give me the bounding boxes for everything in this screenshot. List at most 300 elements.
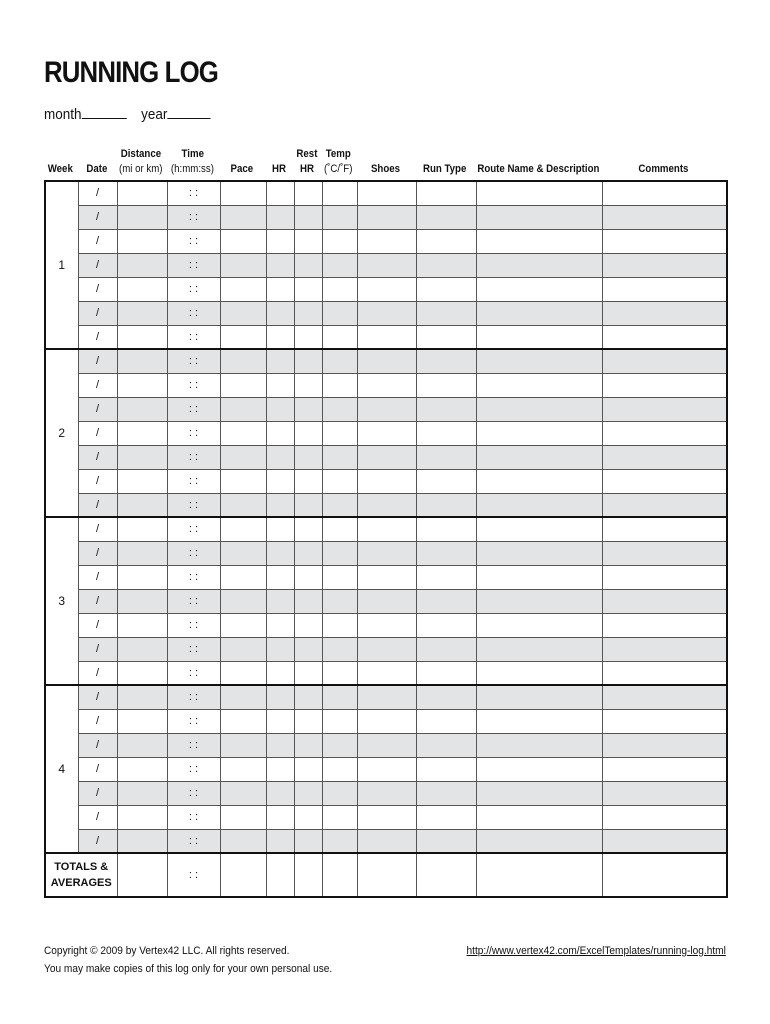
- cell-shoes[interactable]: [357, 301, 416, 325]
- cell-route[interactable]: [476, 685, 602, 709]
- cell-shoes[interactable]: [357, 229, 416, 253]
- cell-pace[interactable]: [220, 829, 266, 853]
- cell-comments[interactable]: [602, 589, 727, 613]
- cell-hr[interactable]: [266, 805, 294, 829]
- cell-comments[interactable]: [602, 733, 727, 757]
- cell-route[interactable]: [476, 397, 602, 421]
- cell-hr[interactable]: [266, 517, 294, 541]
- cell-distance[interactable]: [117, 421, 167, 445]
- cell-comments[interactable]: [602, 277, 727, 301]
- cell-time[interactable]: : :: [167, 805, 220, 829]
- cell-comments[interactable]: [602, 757, 727, 781]
- cell-pace[interactable]: [220, 397, 266, 421]
- cell-run-type[interactable]: [416, 613, 476, 637]
- totals-pace[interactable]: [220, 853, 266, 897]
- cell-temp[interactable]: [322, 757, 357, 781]
- cell-time[interactable]: : :: [167, 637, 220, 661]
- cell-comments[interactable]: [602, 661, 727, 685]
- cell-rest-hr[interactable]: [294, 637, 322, 661]
- cell-date[interactable]: /: [78, 469, 117, 493]
- cell-distance[interactable]: [117, 613, 167, 637]
- totals-shoes[interactable]: [357, 853, 416, 897]
- cell-temp[interactable]: [322, 469, 357, 493]
- cell-date[interactable]: /: [78, 661, 117, 685]
- cell-rest-hr[interactable]: [294, 757, 322, 781]
- cell-shoes[interactable]: [357, 565, 416, 589]
- cell-shoes[interactable]: [357, 373, 416, 397]
- cell-run-type[interactable]: [416, 325, 476, 349]
- cell-distance[interactable]: [117, 373, 167, 397]
- cell-distance[interactable]: [117, 805, 167, 829]
- cell-hr[interactable]: [266, 709, 294, 733]
- cell-shoes[interactable]: [357, 397, 416, 421]
- cell-route[interactable]: [476, 253, 602, 277]
- cell-comments[interactable]: [602, 829, 727, 853]
- cell-comments[interactable]: [602, 637, 727, 661]
- cell-temp[interactable]: [322, 661, 357, 685]
- cell-date[interactable]: /: [78, 733, 117, 757]
- cell-hr[interactable]: [266, 757, 294, 781]
- cell-pace[interactable]: [220, 685, 266, 709]
- cell-pace[interactable]: [220, 493, 266, 517]
- totals-run-type[interactable]: [416, 853, 476, 897]
- cell-run-type[interactable]: [416, 253, 476, 277]
- cell-rest-hr[interactable]: [294, 661, 322, 685]
- cell-temp[interactable]: [322, 445, 357, 469]
- cell-rest-hr[interactable]: [294, 349, 322, 373]
- cell-rest-hr[interactable]: [294, 445, 322, 469]
- cell-shoes[interactable]: [357, 613, 416, 637]
- totals-rest-hr[interactable]: [294, 853, 322, 897]
- cell-time[interactable]: : :: [167, 493, 220, 517]
- cell-rest-hr[interactable]: [294, 421, 322, 445]
- cell-date[interactable]: /: [78, 277, 117, 301]
- cell-shoes[interactable]: [357, 253, 416, 277]
- cell-shoes[interactable]: [357, 757, 416, 781]
- cell-hr[interactable]: [266, 301, 294, 325]
- cell-run-type[interactable]: [416, 421, 476, 445]
- cell-distance[interactable]: [117, 829, 167, 853]
- cell-date[interactable]: /: [78, 757, 117, 781]
- cell-hr[interactable]: [266, 685, 294, 709]
- cell-pace[interactable]: [220, 565, 266, 589]
- cell-comments[interactable]: [602, 181, 727, 205]
- cell-date[interactable]: /: [78, 805, 117, 829]
- cell-shoes[interactable]: [357, 709, 416, 733]
- cell-temp[interactable]: [322, 397, 357, 421]
- cell-time[interactable]: : :: [167, 229, 220, 253]
- cell-temp[interactable]: [322, 613, 357, 637]
- cell-route[interactable]: [476, 733, 602, 757]
- cell-comments[interactable]: [602, 781, 727, 805]
- totals-route[interactable]: [476, 853, 602, 897]
- cell-hr[interactable]: [266, 589, 294, 613]
- cell-rest-hr[interactable]: [294, 325, 322, 349]
- cell-temp[interactable]: [322, 277, 357, 301]
- cell-rest-hr[interactable]: [294, 565, 322, 589]
- cell-shoes[interactable]: [357, 421, 416, 445]
- cell-rest-hr[interactable]: [294, 613, 322, 637]
- cell-shoes[interactable]: [357, 661, 416, 685]
- cell-route[interactable]: [476, 493, 602, 517]
- cell-date[interactable]: /: [78, 229, 117, 253]
- cell-route[interactable]: [476, 325, 602, 349]
- cell-time[interactable]: : :: [167, 733, 220, 757]
- cell-run-type[interactable]: [416, 277, 476, 301]
- cell-pace[interactable]: [220, 637, 266, 661]
- cell-hr[interactable]: [266, 613, 294, 637]
- cell-time[interactable]: : :: [167, 349, 220, 373]
- cell-pace[interactable]: [220, 661, 266, 685]
- cell-route[interactable]: [476, 709, 602, 733]
- cell-hr[interactable]: [266, 829, 294, 853]
- cell-shoes[interactable]: [357, 781, 416, 805]
- cell-time[interactable]: : :: [167, 205, 220, 229]
- cell-time[interactable]: : :: [167, 301, 220, 325]
- cell-time[interactable]: : :: [167, 757, 220, 781]
- cell-route[interactable]: [476, 757, 602, 781]
- cell-rest-hr[interactable]: [294, 709, 322, 733]
- cell-pace[interactable]: [220, 733, 266, 757]
- cell-shoes[interactable]: [357, 349, 416, 373]
- cell-date[interactable]: /: [78, 421, 117, 445]
- cell-comments[interactable]: [602, 205, 727, 229]
- cell-route[interactable]: [476, 301, 602, 325]
- cell-rest-hr[interactable]: [294, 589, 322, 613]
- cell-comments[interactable]: [602, 445, 727, 469]
- cell-date[interactable]: /: [78, 781, 117, 805]
- cell-run-type[interactable]: [416, 517, 476, 541]
- cell-shoes[interactable]: [357, 805, 416, 829]
- cell-route[interactable]: [476, 205, 602, 229]
- cell-rest-hr[interactable]: [294, 277, 322, 301]
- totals-temp[interactable]: [322, 853, 357, 897]
- cell-temp[interactable]: [322, 781, 357, 805]
- cell-hr[interactable]: [266, 469, 294, 493]
- cell-comments[interactable]: [602, 517, 727, 541]
- cell-time[interactable]: : :: [167, 253, 220, 277]
- cell-distance[interactable]: [117, 301, 167, 325]
- cell-date[interactable]: /: [78, 541, 117, 565]
- cell-run-type[interactable]: [416, 829, 476, 853]
- cell-comments[interactable]: [602, 325, 727, 349]
- cell-run-type[interactable]: [416, 781, 476, 805]
- cell-comments[interactable]: [602, 709, 727, 733]
- cell-pace[interactable]: [220, 781, 266, 805]
- cell-time[interactable]: : :: [167, 517, 220, 541]
- cell-temp[interactable]: [322, 421, 357, 445]
- cell-date[interactable]: /: [78, 637, 117, 661]
- month-field[interactable]: [82, 118, 127, 119]
- cell-temp[interactable]: [322, 805, 357, 829]
- cell-comments[interactable]: [602, 565, 727, 589]
- cell-rest-hr[interactable]: [294, 469, 322, 493]
- cell-distance[interactable]: [117, 277, 167, 301]
- cell-pace[interactable]: [220, 253, 266, 277]
- cell-comments[interactable]: [602, 805, 727, 829]
- cell-pace[interactable]: [220, 373, 266, 397]
- cell-hr[interactable]: [266, 421, 294, 445]
- cell-run-type[interactable]: [416, 445, 476, 469]
- cell-shoes[interactable]: [357, 445, 416, 469]
- cell-pace[interactable]: [220, 517, 266, 541]
- cell-pace[interactable]: [220, 229, 266, 253]
- cell-run-type[interactable]: [416, 757, 476, 781]
- cell-temp[interactable]: [322, 637, 357, 661]
- cell-route[interactable]: [476, 829, 602, 853]
- cell-date[interactable]: /: [78, 709, 117, 733]
- cell-run-type[interactable]: [416, 733, 476, 757]
- cell-route[interactable]: [476, 229, 602, 253]
- cell-rest-hr[interactable]: [294, 805, 322, 829]
- cell-pace[interactable]: [220, 181, 266, 205]
- cell-hr[interactable]: [266, 637, 294, 661]
- cell-hr[interactable]: [266, 349, 294, 373]
- cell-time[interactable]: : :: [167, 373, 220, 397]
- cell-comments[interactable]: [602, 613, 727, 637]
- cell-rest-hr[interactable]: [294, 541, 322, 565]
- cell-hr[interactable]: [266, 541, 294, 565]
- cell-shoes[interactable]: [357, 637, 416, 661]
- source-link[interactable]: http://www.vertex42.com/ExcelTemplates/running-log.html: [466, 945, 726, 957]
- cell-run-type[interactable]: [416, 493, 476, 517]
- cell-temp[interactable]: [322, 325, 357, 349]
- cell-distance[interactable]: [117, 709, 167, 733]
- cell-pace[interactable]: [220, 277, 266, 301]
- cell-time[interactable]: : :: [167, 829, 220, 853]
- cell-hr[interactable]: [266, 661, 294, 685]
- cell-pace[interactable]: [220, 757, 266, 781]
- cell-time[interactable]: : :: [167, 613, 220, 637]
- cell-comments[interactable]: [602, 421, 727, 445]
- cell-shoes[interactable]: [357, 205, 416, 229]
- cell-run-type[interactable]: [416, 805, 476, 829]
- cell-hr[interactable]: [266, 373, 294, 397]
- cell-route[interactable]: [476, 181, 602, 205]
- cell-shoes[interactable]: [357, 685, 416, 709]
- cell-temp[interactable]: [322, 709, 357, 733]
- cell-temp[interactable]: [322, 493, 357, 517]
- cell-date[interactable]: /: [78, 613, 117, 637]
- cell-comments[interactable]: [602, 253, 727, 277]
- cell-temp[interactable]: [322, 589, 357, 613]
- cell-distance[interactable]: [117, 589, 167, 613]
- cell-route[interactable]: [476, 637, 602, 661]
- cell-temp[interactable]: [322, 349, 357, 373]
- cell-pace[interactable]: [220, 421, 266, 445]
- cell-run-type[interactable]: [416, 685, 476, 709]
- cell-shoes[interactable]: [357, 493, 416, 517]
- cell-hr[interactable]: [266, 229, 294, 253]
- cell-distance[interactable]: [117, 493, 167, 517]
- cell-run-type[interactable]: [416, 709, 476, 733]
- cell-route[interactable]: [476, 781, 602, 805]
- cell-distance[interactable]: [117, 397, 167, 421]
- cell-date[interactable]: /: [78, 829, 117, 853]
- cell-temp[interactable]: [322, 565, 357, 589]
- cell-distance[interactable]: [117, 661, 167, 685]
- year-field[interactable]: [167, 118, 210, 119]
- cell-temp[interactable]: [322, 205, 357, 229]
- cell-comments[interactable]: [602, 493, 727, 517]
- cell-date[interactable]: /: [78, 589, 117, 613]
- cell-hr[interactable]: [266, 205, 294, 229]
- cell-comments[interactable]: [602, 301, 727, 325]
- cell-rest-hr[interactable]: [294, 229, 322, 253]
- cell-time[interactable]: : :: [167, 781, 220, 805]
- cell-route[interactable]: [476, 613, 602, 637]
- cell-temp[interactable]: [322, 829, 357, 853]
- cell-date[interactable]: /: [78, 181, 117, 205]
- cell-hr[interactable]: [266, 397, 294, 421]
- totals-distance[interactable]: [117, 853, 167, 897]
- cell-run-type[interactable]: [416, 661, 476, 685]
- cell-hr[interactable]: [266, 325, 294, 349]
- cell-date[interactable]: /: [78, 397, 117, 421]
- cell-pace[interactable]: [220, 349, 266, 373]
- cell-distance[interactable]: [117, 229, 167, 253]
- cell-route[interactable]: [476, 805, 602, 829]
- cell-time[interactable]: : :: [167, 445, 220, 469]
- cell-hr[interactable]: [266, 781, 294, 805]
- cell-pace[interactable]: [220, 613, 266, 637]
- cell-run-type[interactable]: [416, 181, 476, 205]
- cell-time[interactable]: : :: [167, 589, 220, 613]
- cell-rest-hr[interactable]: [294, 301, 322, 325]
- cell-run-type[interactable]: [416, 589, 476, 613]
- cell-temp[interactable]: [322, 229, 357, 253]
- cell-date[interactable]: /: [78, 493, 117, 517]
- cell-distance[interactable]: [117, 253, 167, 277]
- cell-hr[interactable]: [266, 493, 294, 517]
- cell-temp[interactable]: [322, 253, 357, 277]
- cell-pace[interactable]: [220, 709, 266, 733]
- cell-run-type[interactable]: [416, 373, 476, 397]
- cell-route[interactable]: [476, 589, 602, 613]
- cell-shoes[interactable]: [357, 181, 416, 205]
- cell-temp[interactable]: [322, 181, 357, 205]
- cell-pace[interactable]: [220, 805, 266, 829]
- cell-time[interactable]: : :: [167, 421, 220, 445]
- cell-rest-hr[interactable]: [294, 517, 322, 541]
- cell-pace[interactable]: [220, 541, 266, 565]
- cell-distance[interactable]: [117, 349, 167, 373]
- cell-time[interactable]: : :: [167, 181, 220, 205]
- cell-route[interactable]: [476, 565, 602, 589]
- cell-time[interactable]: : :: [167, 325, 220, 349]
- cell-date[interactable]: /: [78, 349, 117, 373]
- cell-comments[interactable]: [602, 469, 727, 493]
- cell-time[interactable]: : :: [167, 709, 220, 733]
- cell-run-type[interactable]: [416, 397, 476, 421]
- cell-run-type[interactable]: [416, 349, 476, 373]
- cell-shoes[interactable]: [357, 469, 416, 493]
- cell-temp[interactable]: [322, 517, 357, 541]
- cell-distance[interactable]: [117, 565, 167, 589]
- cell-date[interactable]: /: [78, 301, 117, 325]
- cell-hr[interactable]: [266, 565, 294, 589]
- cell-hr[interactable]: [266, 277, 294, 301]
- cell-comments[interactable]: [602, 373, 727, 397]
- cell-distance[interactable]: [117, 181, 167, 205]
- cell-run-type[interactable]: [416, 565, 476, 589]
- cell-shoes[interactable]: [357, 325, 416, 349]
- cell-route[interactable]: [476, 349, 602, 373]
- cell-date[interactable]: /: [78, 373, 117, 397]
- cell-shoes[interactable]: [357, 517, 416, 541]
- cell-time[interactable]: : :: [167, 565, 220, 589]
- cell-comments[interactable]: [602, 541, 727, 565]
- cell-hr[interactable]: [266, 181, 294, 205]
- cell-distance[interactable]: [117, 733, 167, 757]
- cell-rest-hr[interactable]: [294, 829, 322, 853]
- cell-time[interactable]: : :: [167, 469, 220, 493]
- cell-route[interactable]: [476, 517, 602, 541]
- cell-distance[interactable]: [117, 637, 167, 661]
- cell-distance[interactable]: [117, 205, 167, 229]
- cell-route[interactable]: [476, 373, 602, 397]
- cell-comments[interactable]: [602, 397, 727, 421]
- cell-distance[interactable]: [117, 469, 167, 493]
- cell-route[interactable]: [476, 445, 602, 469]
- cell-time[interactable]: : :: [167, 541, 220, 565]
- cell-distance[interactable]: [117, 685, 167, 709]
- cell-time[interactable]: : :: [167, 397, 220, 421]
- cell-rest-hr[interactable]: [294, 733, 322, 757]
- cell-date[interactable]: /: [78, 205, 117, 229]
- cell-rest-hr[interactable]: [294, 781, 322, 805]
- cell-rest-hr[interactable]: [294, 493, 322, 517]
- cell-run-type[interactable]: [416, 637, 476, 661]
- cell-route[interactable]: [476, 469, 602, 493]
- cell-date[interactable]: /: [78, 685, 117, 709]
- cell-route[interactable]: [476, 277, 602, 301]
- cell-pace[interactable]: [220, 325, 266, 349]
- cell-rest-hr[interactable]: [294, 253, 322, 277]
- cell-pace[interactable]: [220, 589, 266, 613]
- cell-date[interactable]: /: [78, 445, 117, 469]
- cell-date[interactable]: /: [78, 517, 117, 541]
- cell-rest-hr[interactable]: [294, 181, 322, 205]
- cell-comments[interactable]: [602, 349, 727, 373]
- cell-route[interactable]: [476, 541, 602, 565]
- cell-run-type[interactable]: [416, 229, 476, 253]
- cell-route[interactable]: [476, 421, 602, 445]
- totals-comments[interactable]: [602, 853, 727, 897]
- totals-time[interactable]: : :: [167, 853, 220, 897]
- cell-distance[interactable]: [117, 781, 167, 805]
- cell-pace[interactable]: [220, 205, 266, 229]
- cell-distance[interactable]: [117, 517, 167, 541]
- cell-distance[interactable]: [117, 325, 167, 349]
- cell-run-type[interactable]: [416, 205, 476, 229]
- cell-temp[interactable]: [322, 685, 357, 709]
- cell-hr[interactable]: [266, 733, 294, 757]
- cell-distance[interactable]: [117, 541, 167, 565]
- cell-shoes[interactable]: [357, 733, 416, 757]
- cell-rest-hr[interactable]: [294, 373, 322, 397]
- cell-distance[interactable]: [117, 757, 167, 781]
- cell-pace[interactable]: [220, 301, 266, 325]
- cell-run-type[interactable]: [416, 541, 476, 565]
- cell-run-type[interactable]: [416, 469, 476, 493]
- cell-shoes[interactable]: [357, 589, 416, 613]
- cell-time[interactable]: : :: [167, 277, 220, 301]
- cell-hr[interactable]: [266, 253, 294, 277]
- cell-shoes[interactable]: [357, 541, 416, 565]
- cell-date[interactable]: /: [78, 253, 117, 277]
- cell-route[interactable]: [476, 661, 602, 685]
